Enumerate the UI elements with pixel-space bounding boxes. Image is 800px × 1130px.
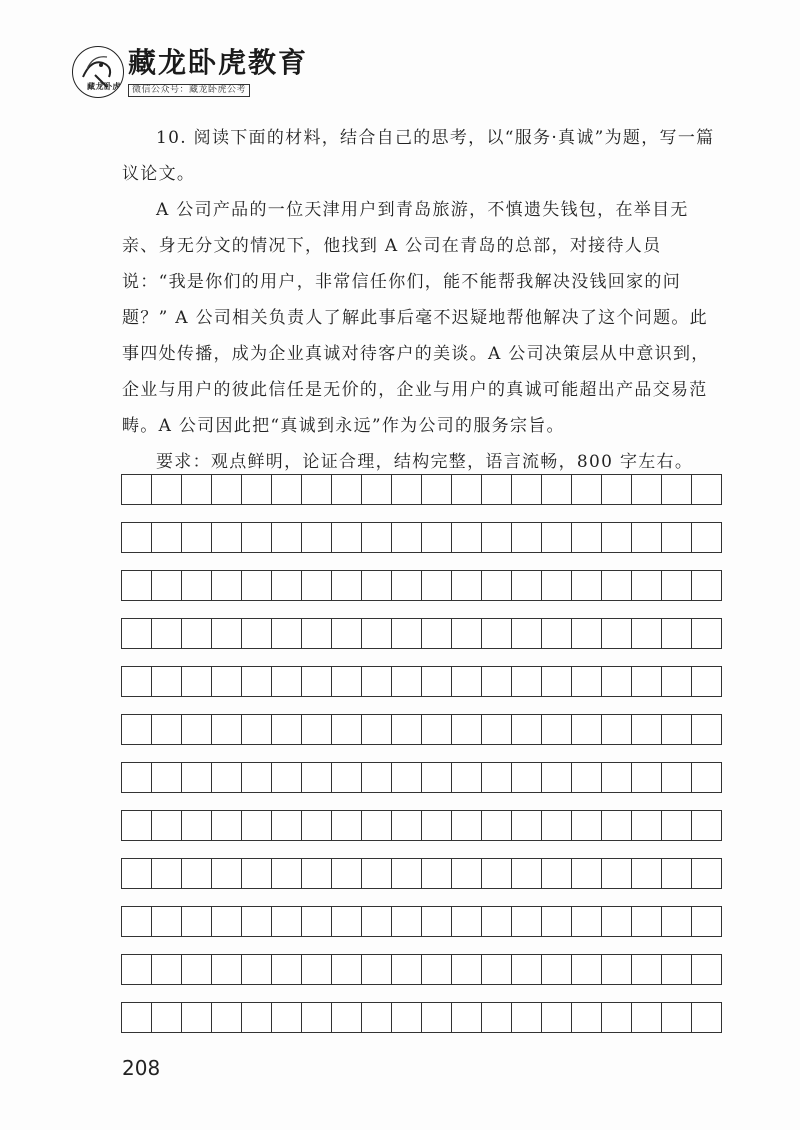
grid-cell[interactable] [451, 762, 482, 793]
grid-cell[interactable] [301, 762, 332, 793]
grid-cell[interactable] [541, 666, 572, 697]
grid-cell[interactable] [211, 570, 242, 601]
grid-cell[interactable] [451, 714, 482, 745]
grid-row [121, 906, 721, 936]
grid-cell[interactable] [571, 1002, 602, 1033]
grid-cell[interactable] [271, 906, 302, 937]
grid-cell[interactable] [121, 906, 152, 937]
grid-cell[interactable] [451, 474, 482, 505]
grid-cell[interactable] [451, 666, 482, 697]
grid-cell[interactable] [481, 810, 512, 841]
grid-cell[interactable] [481, 570, 512, 601]
brand-subtitle: 微信公众号：藏龙卧虎公考 [128, 84, 250, 97]
grid-cell[interactable] [301, 618, 332, 649]
grid-cell[interactable] [211, 1002, 242, 1033]
grid-cell[interactable] [211, 906, 242, 937]
grid-cell[interactable] [631, 1002, 662, 1033]
grid-cell[interactable] [691, 810, 722, 841]
grid-cell[interactable] [601, 714, 632, 745]
grid-cell[interactable] [421, 522, 452, 553]
grid-cell[interactable] [661, 954, 692, 985]
grid-cell[interactable] [481, 474, 512, 505]
grid-cell[interactable] [271, 1002, 302, 1033]
grid-cell[interactable] [481, 858, 512, 889]
grid-cell[interactable] [181, 666, 212, 697]
grid-cell[interactable] [511, 906, 542, 937]
grid-cell[interactable] [121, 762, 152, 793]
grid-cell[interactable] [181, 810, 212, 841]
grid-row [121, 810, 721, 840]
grid-cell[interactable] [151, 906, 182, 937]
grid-cell[interactable] [691, 954, 722, 985]
grid-cell[interactable] [601, 570, 632, 601]
grid-cell[interactable] [481, 666, 512, 697]
grid-cell[interactable] [331, 858, 362, 889]
grid-cell[interactable] [601, 618, 632, 649]
grid-cell[interactable] [151, 762, 182, 793]
grid-cell[interactable] [241, 954, 272, 985]
grid-cell[interactable] [361, 906, 392, 937]
grid-cell[interactable] [331, 570, 362, 601]
question-requirements: 要求：观点鲜明，论证合理，结构完整，语言流畅，800 字左右。 [156, 452, 694, 472]
grid-cell[interactable] [481, 522, 512, 553]
grid-cell[interactable] [631, 618, 662, 649]
grid-cell[interactable] [211, 762, 242, 793]
grid-cell[interactable] [121, 858, 152, 889]
grid-cell[interactable] [421, 954, 452, 985]
grid-cell[interactable] [631, 906, 662, 937]
grid-cell[interactable] [121, 666, 152, 697]
grid-cell[interactable] [421, 714, 452, 745]
grid-cell[interactable] [361, 858, 392, 889]
grid-cell[interactable] [421, 474, 452, 505]
grid-cell[interactable] [601, 522, 632, 553]
grid-cell[interactable] [181, 522, 212, 553]
question-text [122, 120, 722, 480]
grid-cell[interactable] [301, 906, 332, 937]
answer-grid[interactable] [121, 474, 721, 1032]
grid-cell[interactable] [661, 618, 692, 649]
grid-cell[interactable] [361, 714, 392, 745]
grid-cell[interactable] [151, 666, 182, 697]
grid-cell[interactable] [301, 1002, 332, 1033]
grid-cell[interactable] [121, 954, 152, 985]
grid-cell[interactable] [661, 570, 692, 601]
grid-cell[interactable] [121, 522, 152, 553]
grid-cell[interactable] [301, 954, 332, 985]
grid-cell[interactable] [391, 522, 422, 553]
grid-cell[interactable] [271, 858, 302, 889]
grid-cell[interactable] [151, 570, 182, 601]
grid-cell[interactable] [121, 714, 152, 745]
grid-cell[interactable] [511, 714, 542, 745]
grid-cell[interactable] [331, 762, 362, 793]
publisher-header [66, 38, 326, 102]
grid-cell[interactable] [631, 858, 662, 889]
grid-cell[interactable] [301, 714, 332, 745]
grid-cell[interactable] [661, 714, 692, 745]
grid-cell[interactable] [541, 762, 572, 793]
grid-cell[interactable] [391, 570, 422, 601]
grid-cell[interactable] [631, 522, 662, 553]
grid-cell[interactable] [391, 1002, 422, 1033]
grid-row [121, 666, 721, 696]
grid-cell[interactable] [421, 858, 452, 889]
grid-cell[interactable] [541, 858, 572, 889]
grid-cell[interactable] [331, 522, 362, 553]
grid-cell[interactable] [631, 474, 662, 505]
grid-cell[interactable] [511, 522, 542, 553]
grid-cell[interactable] [691, 618, 722, 649]
grid-cell[interactable] [301, 522, 332, 553]
grid-cell[interactable] [511, 762, 542, 793]
grid-cell[interactable] [691, 1002, 722, 1033]
grid-cell[interactable] [391, 858, 422, 889]
page-number: 208 [122, 1056, 161, 1080]
grid-cell[interactable] [301, 810, 332, 841]
grid-cell[interactable] [661, 858, 692, 889]
grid-cell[interactable] [181, 714, 212, 745]
grid-cell[interactable] [361, 474, 392, 505]
grid-cell[interactable] [241, 666, 272, 697]
grid-cell[interactable] [271, 474, 302, 505]
grid-cell[interactable] [421, 618, 452, 649]
grid-cell[interactable] [481, 906, 512, 937]
grid-cell[interactable] [271, 714, 302, 745]
question-prompt: 10. 阅读下面的材料，结合自己的思考，以“服务·真诚”为题，写一篇议论文。 [122, 128, 715, 184]
grid-cell[interactable] [691, 666, 722, 697]
grid-cell[interactable] [181, 762, 212, 793]
grid-cell[interactable] [301, 570, 332, 601]
grid-cell[interactable] [661, 1002, 692, 1033]
grid-cell[interactable] [601, 1002, 632, 1033]
grid-cell[interactable] [481, 1002, 512, 1033]
grid-cell[interactable] [511, 474, 542, 505]
grid-cell[interactable] [361, 762, 392, 793]
grid-cell[interactable] [181, 618, 212, 649]
grid-cell[interactable] [361, 810, 392, 841]
grid-cell[interactable] [391, 618, 422, 649]
grid-cell[interactable] [151, 1002, 182, 1033]
grid-cell[interactable] [421, 762, 452, 793]
grid-cell[interactable] [181, 1002, 212, 1033]
grid-cell[interactable] [601, 858, 632, 889]
grid-cell[interactable] [331, 906, 362, 937]
grid-row [121, 954, 721, 984]
grid-cell[interactable] [331, 474, 362, 505]
grid-cell[interactable] [391, 762, 422, 793]
grid-cell[interactable] [541, 906, 572, 937]
grid-cell[interactable] [181, 570, 212, 601]
grid-cell[interactable] [541, 810, 572, 841]
grid-cell[interactable] [151, 954, 182, 985]
grid-cell[interactable] [361, 618, 392, 649]
grid-cell[interactable] [541, 714, 572, 745]
grid-cell[interactable] [631, 810, 662, 841]
grid-cell[interactable] [121, 1002, 152, 1033]
grid-cell[interactable] [301, 666, 332, 697]
grid-cell[interactable] [121, 810, 152, 841]
grid-cell[interactable] [241, 570, 272, 601]
grid-cell[interactable] [271, 666, 302, 697]
grid-cell[interactable] [271, 570, 302, 601]
grid-cell[interactable] [241, 762, 272, 793]
grid-row [121, 762, 721, 792]
grid-cell[interactable] [511, 666, 542, 697]
grid-cell[interactable] [271, 522, 302, 553]
dragon-logo-icon [72, 46, 124, 98]
grid-cell[interactable] [571, 570, 602, 601]
grid-cell[interactable] [181, 474, 212, 505]
grid-cell[interactable] [211, 618, 242, 649]
grid-cell[interactable] [421, 810, 452, 841]
grid-cell[interactable] [691, 522, 722, 553]
grid-cell[interactable] [211, 810, 242, 841]
grid-cell[interactable] [241, 858, 272, 889]
grid-cell[interactable] [211, 714, 242, 745]
grid-cell[interactable] [241, 810, 272, 841]
grid-cell[interactable] [361, 954, 392, 985]
grid-cell[interactable] [481, 618, 512, 649]
grid-cell[interactable] [541, 474, 572, 505]
logo-caption: 藏龙卧虎 [87, 82, 121, 91]
grid-cell[interactable] [271, 762, 302, 793]
grid-cell[interactable] [601, 954, 632, 985]
brand-title: 藏龙卧虎教育 [128, 46, 309, 79]
grid-row [121, 1002, 721, 1032]
grid-cell[interactable] [601, 906, 632, 937]
grid-cell[interactable] [301, 858, 332, 889]
grid-cell[interactable] [331, 714, 362, 745]
grid-cell[interactable] [541, 522, 572, 553]
grid-cell[interactable] [691, 906, 722, 937]
grid-cell[interactable] [571, 810, 602, 841]
grid-cell[interactable] [571, 762, 602, 793]
grid-cell[interactable] [151, 858, 182, 889]
grid-cell[interactable] [631, 666, 662, 697]
grid-cell[interactable] [601, 762, 632, 793]
grid-row [121, 858, 721, 888]
grid-cell[interactable] [511, 954, 542, 985]
grid-cell[interactable] [661, 474, 692, 505]
grid-cell[interactable] [571, 906, 602, 937]
grid-cell[interactable] [211, 474, 242, 505]
grid-cell[interactable] [511, 858, 542, 889]
grid-cell[interactable] [391, 666, 422, 697]
grid-cell[interactable] [451, 1002, 482, 1033]
grid-cell[interactable] [241, 714, 272, 745]
grid-cell[interactable] [241, 474, 272, 505]
grid-cell[interactable] [661, 762, 692, 793]
grid-cell[interactable] [271, 618, 302, 649]
grid-cell[interactable] [451, 906, 482, 937]
grid-cell[interactable] [361, 1002, 392, 1033]
grid-cell[interactable] [331, 954, 362, 985]
grid-cell[interactable] [451, 570, 482, 601]
grid-cell[interactable] [391, 714, 422, 745]
grid-cell[interactable] [331, 666, 362, 697]
grid-cell[interactable] [601, 810, 632, 841]
grid-cell[interactable] [361, 570, 392, 601]
grid-cell[interactable] [451, 522, 482, 553]
grid-cell[interactable] [331, 1002, 362, 1033]
grid-cell[interactable] [151, 810, 182, 841]
grid-cell[interactable] [151, 474, 182, 505]
grid-cell[interactable] [121, 570, 152, 601]
grid-cell[interactable] [451, 810, 482, 841]
grid-cell[interactable] [631, 954, 662, 985]
grid-cell[interactable] [331, 618, 362, 649]
grid-cell[interactable] [691, 714, 722, 745]
grid-cell[interactable] [691, 474, 722, 505]
grid-cell[interactable] [541, 570, 572, 601]
grid-cell[interactable] [481, 954, 512, 985]
grid-cell[interactable] [631, 570, 662, 601]
grid-cell[interactable] [481, 714, 512, 745]
grid-cell[interactable] [571, 954, 602, 985]
grid-cell[interactable] [271, 954, 302, 985]
grid-row [121, 570, 721, 600]
grid-cell[interactable] [571, 666, 602, 697]
grid-cell[interactable] [511, 810, 542, 841]
grid-cell[interactable] [631, 762, 662, 793]
grid-cell[interactable] [661, 666, 692, 697]
grid-cell[interactable] [331, 810, 362, 841]
grid-cell[interactable] [511, 618, 542, 649]
grid-row [121, 618, 721, 648]
grid-cell[interactable] [271, 810, 302, 841]
grid-cell[interactable] [241, 522, 272, 553]
grid-cell[interactable] [511, 570, 542, 601]
grid-cell[interactable] [151, 618, 182, 649]
grid-cell[interactable] [181, 858, 212, 889]
grid-cell[interactable] [211, 522, 242, 553]
grid-cell[interactable] [631, 714, 662, 745]
grid-cell[interactable] [571, 474, 602, 505]
grid-cell[interactable] [601, 666, 632, 697]
grid-cell[interactable] [211, 858, 242, 889]
question-material: A 公司产品的一位天津用户到青岛旅游，不慎遗失钱包，在举目无亲、身无分文的情况下，他找到 A 公司在青岛的总部，对接待人员说：“我是你们的用户，非常信任你们，能不能帮我解决没钱回家的问题？” A 公司相关负责人了解此事后毫不迟疑地帮他解决了这个问题。此事四处传播，成为企业真诚对待客户的美谈。A 公司决策层从中意识到，企业与用户的彼此信任是无价的，企业与用户的真诚可能超出产品交易范畴。A 公司因此把“真诚到永远”作为公司的服务宗旨。 [122, 200, 710, 436]
grid-cell[interactable] [451, 858, 482, 889]
grid-cell[interactable] [451, 954, 482, 985]
grid-cell[interactable] [691, 570, 722, 601]
grid-cell[interactable] [541, 1002, 572, 1033]
grid-cell[interactable] [661, 906, 692, 937]
grid-cell[interactable] [391, 810, 422, 841]
grid-cell[interactable] [421, 906, 452, 937]
grid-cell[interactable] [391, 954, 422, 985]
grid-cell[interactable] [541, 618, 572, 649]
grid-cell[interactable] [211, 666, 242, 697]
grid-cell[interactable] [691, 858, 722, 889]
grid-row [121, 714, 721, 744]
grid-row [121, 474, 721, 504]
grid-cell[interactable] [361, 666, 392, 697]
grid-row [121, 522, 721, 552]
grid-cell[interactable] [241, 1002, 272, 1033]
grid-cell[interactable] [121, 618, 152, 649]
grid-cell[interactable] [481, 762, 512, 793]
grid-cell[interactable] [181, 906, 212, 937]
grid-cell[interactable] [391, 474, 422, 505]
grid-cell[interactable] [181, 954, 212, 985]
grid-cell[interactable] [601, 474, 632, 505]
grid-cell[interactable] [691, 762, 722, 793]
grid-cell[interactable] [121, 474, 152, 505]
grid-cell[interactable] [571, 714, 602, 745]
grid-cell[interactable] [421, 1002, 452, 1033]
grid-cell[interactable] [661, 522, 692, 553]
grid-cell[interactable] [541, 954, 572, 985]
grid-cell[interactable] [511, 1002, 542, 1033]
grid-cell[interactable] [301, 474, 332, 505]
grid-cell[interactable] [211, 954, 242, 985]
grid-cell[interactable] [571, 858, 602, 889]
grid-cell[interactable] [661, 810, 692, 841]
grid-cell[interactable] [391, 906, 422, 937]
grid-cell[interactable] [361, 522, 392, 553]
grid-cell[interactable] [151, 522, 182, 553]
grid-cell[interactable] [151, 714, 182, 745]
grid-cell[interactable] [571, 522, 602, 553]
grid-cell[interactable] [421, 570, 452, 601]
grid-cell[interactable] [571, 618, 602, 649]
grid-cell[interactable] [421, 666, 452, 697]
grid-cell[interactable] [241, 618, 272, 649]
grid-cell[interactable] [451, 618, 482, 649]
grid-cell[interactable] [241, 906, 272, 937]
